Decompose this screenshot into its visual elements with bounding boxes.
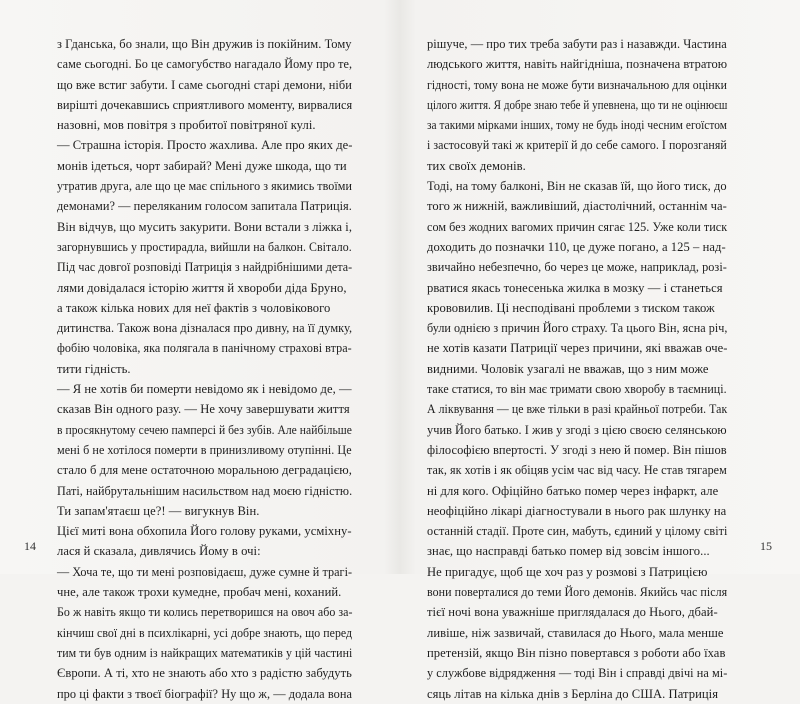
text-line: — Хоча те, що ти мені розповідаєш, дуже сумне й трагі-	[57, 564, 353, 579]
text-line: дитинства. Також вона дізналася про дивну, на її думку,	[57, 321, 353, 336]
text-line: Бо ж навіть якщо ти колись перетворишся на овоч або за-	[57, 605, 353, 620]
text-line: були однією з причин Його страху. Та цього Він, ясна річ,	[427, 321, 728, 336]
text-line: утратив друга, але що це має спільного з якимись твоїми	[57, 179, 352, 194]
text-line: фобію чоловіка, яка полягала в панічному страхові втра-	[57, 341, 352, 356]
text-line: лася й сказала, дивлячись Йому в очі:	[57, 544, 261, 559]
text-line: доходить до позначки 110, це дуже погано, а 125 – над-	[427, 239, 726, 254]
text-line: претензій, якщо Він пізно повертався з роботи або їхав	[427, 645, 726, 660]
text-line: сом без жодних вагомих причин сягає 125. Уже коли тиск	[427, 219, 728, 234]
text-line: тити гідність.	[57, 361, 131, 376]
text-line: рватися якась тонесенька жилка в мозку — і станеться	[427, 280, 723, 295]
text-line: тим ти був одним із найкращих математиків у цій частині	[57, 645, 353, 660]
text-line: так, як хотів і як обіцяв усім час від часу. Не став тягарем	[427, 463, 727, 478]
text-line: А ліквування — це вже тільки в разі крайньої потреби. Так	[427, 402, 728, 417]
left-page-number: 14	[24, 539, 36, 553]
text-line: тих своїх демонів.	[427, 158, 526, 173]
text-line: за такими мірками інших, тому не будь іноді чесним егоїстом	[427, 118, 727, 133]
text-line: демонами? — переляканим голосом запитала Патриція.	[57, 199, 352, 214]
text-line: вони поверталися до теми Його демонів. Якийсь час після	[427, 585, 728, 600]
text-line: з Гданська, бо знали, що Він дружив із покійним. Тому	[57, 37, 352, 51]
text-line: сказав Він одного разу. — Не хочу завершувати життя	[57, 402, 350, 417]
text-line: — Страшна історія. Просто жахлива. Але про яких де-	[57, 138, 353, 153]
text-line: останній стадії. Проте син, мабуть, єдиний у цілому світі	[427, 524, 728, 539]
text-line: тієї ночі вона уважніше приглядалася до Нього, дбай-	[427, 605, 718, 620]
text-line: ливіше, ніж зазвичай, ставилася до Нього, мала менше	[427, 625, 724, 640]
text-line: гідності, тому вона не може бути визначальною для оцінки	[427, 77, 727, 92]
text-line: Європи. А ті, хто не знають або хто з радістю забудуть	[57, 666, 352, 681]
text-line: рішуче, — про тих треба забути раз і назавжди. Частина	[427, 37, 727, 51]
text-line: про ці факти з твоєї біографії? Ну що ж, — додала вона	[57, 686, 353, 701]
text-line: кінчиш свої дні в психлікарні, усі добре знають, що перед	[57, 625, 353, 640]
text-line: що вже встиг забути. І саме сьогодні старі демони, ніби	[57, 77, 352, 92]
text-line: сяць літав на кілька днів з Берліна до США. Патриція	[427, 686, 719, 701]
right-page	[427, 34, 727, 704]
text-line: видними. Чоловік узагалі не вважав, що з ним може	[427, 361, 709, 376]
text-line: в просякнутому сечею памперсі й без зубів. Але найбільше	[57, 422, 352, 437]
text-line: а також кілька нових для неї фактів з чоловікового	[57, 300, 331, 315]
text-line: людського життя, навіть найгідніша, позначена втратою	[427, 57, 728, 72]
text-line: монів ідеться, чорт забирай? Мені дуже шкода, що ти	[57, 158, 347, 173]
text-line: таке статися, то він має тримати свою хворобу в таємниці.	[427, 382, 727, 397]
text-line: і застосовуй такі ж критерії й до себе самого. І порозганяй	[427, 138, 727, 153]
text-line: Ти запам'ятаєш це?! — вигукнув Він.	[57, 503, 260, 518]
text-line: того ж нижній, важливіший, діастолічний, останнім ча-	[427, 199, 727, 214]
text-line: не хотів казати Патриції через причини, які вважав оче-	[427, 341, 728, 356]
text-line: мені б не хотілося померти в принизливому отупінні. Це	[57, 442, 352, 457]
text-line: Не пригадує, щоб ще хоч раз у розмові з Патрицією	[427, 564, 708, 579]
text-line: саме сьогодні. Бо це самогубство нагадало Йому про те,	[57, 57, 353, 72]
text-line: знає, що насправді батько помер від зовсім іншого...	[427, 544, 710, 559]
left-page	[57, 34, 352, 704]
text-line: Він відчув, що мусить закурити. Вони встали з ліжка і,	[57, 219, 352, 234]
text-line: вирішті дочекавшись сприятливого моменту, вирвалися	[57, 97, 353, 112]
text-line: філософією впертості. У згоді з нею й помер. Він пішов	[427, 442, 727, 457]
text-line: загорнувшись у простирадла, вийшли на балкон. Світало.	[57, 239, 352, 254]
text-line: ні для кого. Офіційно батько помер через інфаркт, але	[427, 483, 719, 498]
text-line: — Я не хотів би померти невідомо як і невідомо де, —	[57, 382, 352, 397]
text-line: Цієї миті вона обхопила Його голову руками, усміхну-	[57, 524, 352, 539]
text-line: Під час довгої розповіді Патриція з найдрібнішими дета-	[57, 260, 353, 275]
text-line: назовні, мов повітря з пробитої повітряної кулі.	[57, 118, 316, 133]
text-line: неофіційно лікарі діагностували в нього рак шлунку на	[427, 503, 727, 518]
text-line: звичайно небезпечно, бо через це може, наприклад, розі-	[427, 260, 727, 275]
text-line: чне, але також трохи кумедне, пробач мені, коханий.	[57, 585, 342, 600]
text-line: Тоді, на тому балконі, Він не сказав їй, що його тиск, до	[427, 179, 727, 194]
text-line: цілого життя. Я добре знаю тебе й упевнена, що ти не оцінюєш	[427, 97, 728, 112]
text-line: Паті, найбрутальнішим насильством над моєю гідністю.	[57, 483, 353, 498]
text-line: у службове відрядження — тоді Він і справді двічі на мі-	[427, 666, 728, 681]
right-page-number: 15	[760, 539, 772, 553]
text-line: учив Його батько. І жив у згоді з цією своєю селянською	[427, 422, 727, 437]
text-line: стало б для мене остаточною моральною деградацією,	[57, 463, 352, 478]
text-line: лями довідалася історію життя й хвороби діда Бруно,	[57, 280, 347, 295]
text-line: крововилив. Ці несподівані проблеми з тиском також	[427, 300, 715, 315]
